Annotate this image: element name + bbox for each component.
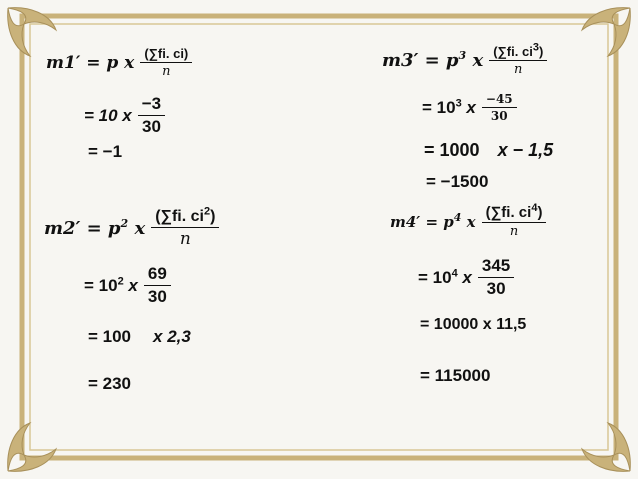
- m3-step-2-x: x: [466, 97, 476, 117]
- m3-step-2-eq: = 10: [422, 97, 456, 117]
- m1-fraction: [140, 46, 192, 79]
- m4-step-2-x: x: [462, 267, 472, 287]
- m4-step-3: = 10000 x 11,5: [420, 316, 527, 333]
- m3-step-2-numerator: −45: [482, 92, 517, 108]
- m4-denominator: n: [509, 224, 519, 239]
- m3-step-2-denominator: 30: [490, 109, 508, 123]
- m3-numerator: (∑fi. ci: [493, 44, 533, 59]
- m3-step-3-rest: x − 1,5: [497, 140, 554, 160]
- m1-lhs: m1′ = p x: [46, 52, 135, 73]
- m2-step-3: [88, 327, 191, 347]
- m2-numerator: (∑fi. ci: [155, 208, 204, 225]
- m4-numerator-close: ): [537, 204, 543, 221]
- m4-step-2-numerator: 345: [478, 256, 514, 278]
- m2-lhs-exponent: 2: [120, 217, 129, 230]
- m2-result: = 230: [88, 374, 132, 393]
- m4-step-2-fraction: [478, 256, 514, 299]
- m1-denominator: n: [162, 64, 171, 79]
- m2-step-3-rest: x 2,3: [153, 327, 191, 346]
- m4-lhs-exponent: 4: [453, 210, 462, 224]
- m4-fraction: [482, 204, 547, 239]
- corner-ornament-bottom-right: [582, 423, 630, 471]
- m3-result: = −1500: [426, 172, 489, 191]
- m4-lhs: m4′ = p: [390, 212, 454, 231]
- m3-step-2-exponent: 3: [455, 96, 462, 109]
- m2-lhs-x: x: [134, 218, 146, 239]
- m3-fraction: [489, 41, 547, 77]
- m1-step-2-numerator: −3: [138, 94, 165, 116]
- m2-numerator-close: ): [210, 208, 216, 225]
- m3-numerator-exponent: 3: [532, 41, 539, 54]
- m2-step-2-exponent: 2: [117, 274, 124, 287]
- m4-numerator: (∑fi. ci: [485, 204, 532, 221]
- corner-ornament-bottom-left: [8, 423, 56, 471]
- m3-step-3: [424, 140, 553, 161]
- m4-numerator-exponent: 4: [531, 202, 538, 214]
- m4-result: = 115000: [420, 366, 491, 385]
- m2-lhs: m2′ = p: [44, 218, 121, 239]
- m3-lhs-exponent: 3: [458, 49, 467, 62]
- m4-step-2-eq: = 10: [418, 267, 452, 287]
- m2-step-2-numerator: 69: [144, 264, 171, 286]
- m3-lhs: m3′ = p: [382, 50, 459, 71]
- m3-numerator-close: ): [538, 44, 544, 59]
- m1-numerator: (∑fi. ci): [140, 46, 192, 63]
- m2-step-2-denominator: 30: [147, 287, 167, 306]
- m4-step-2-denominator: 30: [486, 279, 506, 298]
- m2-step-2-eq: = 10: [84, 275, 118, 295]
- m3-denominator: n: [514, 62, 523, 77]
- m4-step-2: [418, 256, 514, 299]
- m2-step-2-x: x: [128, 275, 138, 295]
- m1-result: = −1: [88, 142, 123, 161]
- m2-fraction: [151, 205, 219, 249]
- m1-step-2-eq: = 10 x: [84, 105, 132, 125]
- m2-step-2: [84, 264, 171, 307]
- m1-formula: [46, 46, 192, 79]
- m2-step-2-fraction: [144, 264, 171, 307]
- m2-numerator-exponent: 2: [203, 205, 211, 218]
- m3-formula: [382, 41, 547, 77]
- m2-denominator: n: [179, 229, 191, 249]
- m3-step-2-fraction: [482, 92, 517, 123]
- m1-step-2-denominator: 30: [141, 117, 161, 136]
- m1-step-2-fraction: [138, 94, 165, 137]
- m1-step-2: [84, 94, 165, 137]
- m2-step-3-eq: = 100: [88, 327, 132, 346]
- m4-formula: [390, 204, 546, 239]
- m4-step-2-exponent: 4: [451, 266, 458, 279]
- m3-lhs-x: x: [472, 50, 484, 71]
- m3-step-3-eq: = 1000: [424, 140, 480, 160]
- m4-lhs-x: x: [466, 212, 476, 231]
- m2-formula: [44, 205, 219, 249]
- m3-step-2: [422, 92, 517, 123]
